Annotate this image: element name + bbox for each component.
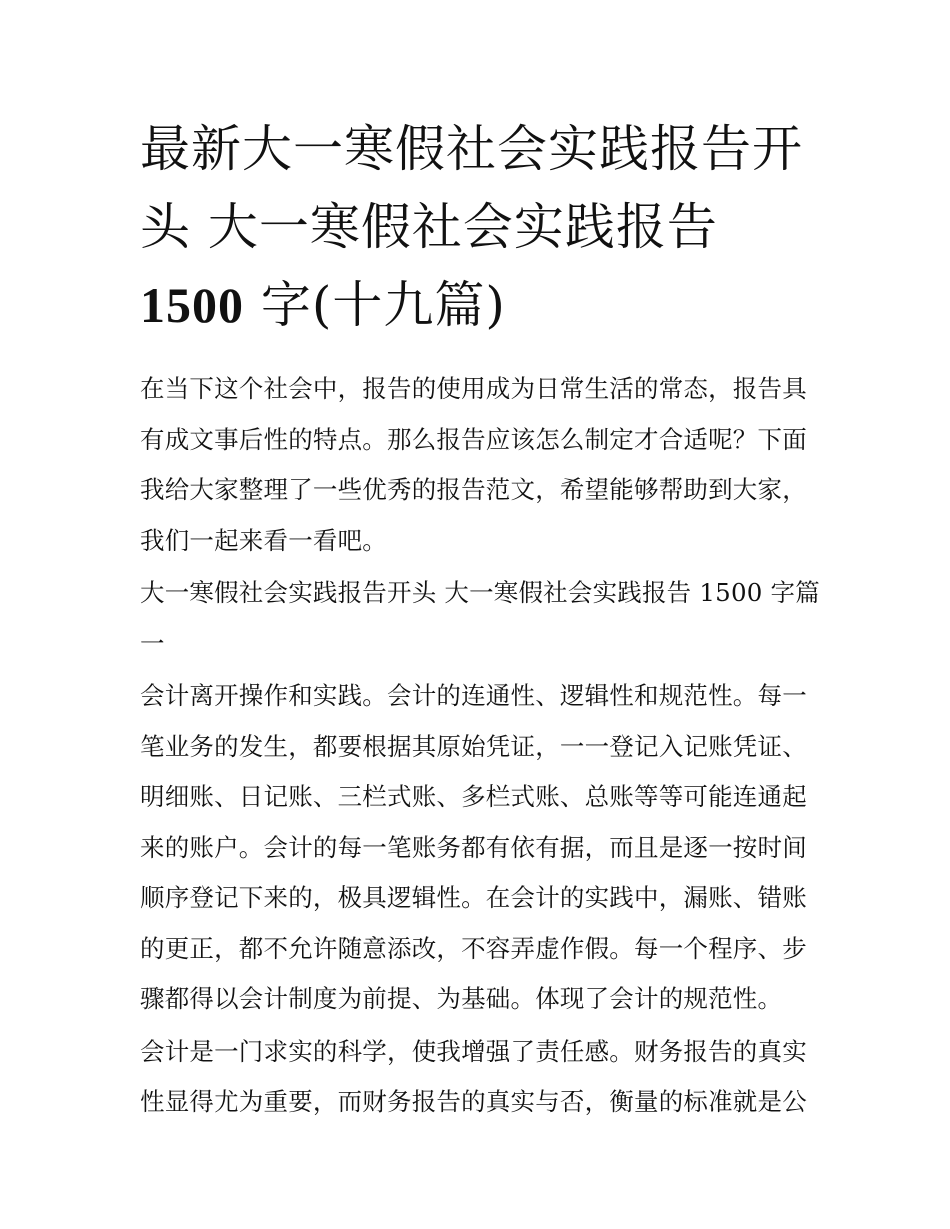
text-line: 的更正，都不允许随意添改，不容弄虚作假。每一个程序、步 <box>140 933 807 963</box>
title-suffix: 字(十九篇) <box>244 276 506 334</box>
text-line: 性显得尤为重要，而财务报告的真实与否，衡量的标准就是公 <box>140 1087 807 1116</box>
title-number: 1500 <box>140 277 244 333</box>
text-line: 会计离开操作和实践。会计的连通性、逻辑性和规范性。每一 <box>140 681 807 710</box>
title-line-1: 最新大一寒假社会实践报告开 <box>140 120 803 178</box>
section-heading <box>140 568 820 669</box>
text-line: 笔业务的发生，都要根据其原始凭证，一一登记入记账凭证、 <box>140 731 807 761</box>
text-line: 我给大家整理了一些优秀的报告范文，希望能够帮助到大家， <box>140 475 807 504</box>
text-line: 骤都得以会计制度为前提、为基础。体现了会计的规范性。 <box>140 984 783 1013</box>
title-line-3 <box>140 266 812 344</box>
title-line-2: 头 大一寒假社会实践报告 <box>140 198 718 256</box>
intro-paragraph <box>140 364 812 566</box>
body-paragraph <box>140 671 812 1025</box>
text-line: 有成文事后性的特点。那么报告应该怎么制定才合适呢？下面 <box>140 424 807 454</box>
text-line: 大一寒假社会实践报告开头 大一寒假社会实践报告 1500 字篇 <box>140 578 820 607</box>
text-line: 我们一起来看一看吧。 <box>140 525 387 555</box>
text-line: 在当下这个社会中，报告的使用成为日常生活的常态，报告具 <box>140 374 807 403</box>
text-line: 顺序登记下来的，极具逻辑性。在会计的实践中，漏账、错账 <box>140 883 807 912</box>
text-line: 一 <box>140 628 165 658</box>
document-page <box>140 110 820 1128</box>
text-line: 来的账户。会计的每一笔账务都有依有据，而且是逐一按时间 <box>140 832 807 862</box>
text-line: 会计是一门求实的科学，使我增强了责任感。财务报告的真实 <box>140 1036 807 1066</box>
text-line: 明细账、日记账、三栏式账、多栏式账、总账等等可能连通起 <box>140 782 807 811</box>
document-body <box>140 364 820 1128</box>
body-paragraph <box>140 1027 812 1128</box>
document-title <box>140 110 812 344</box>
